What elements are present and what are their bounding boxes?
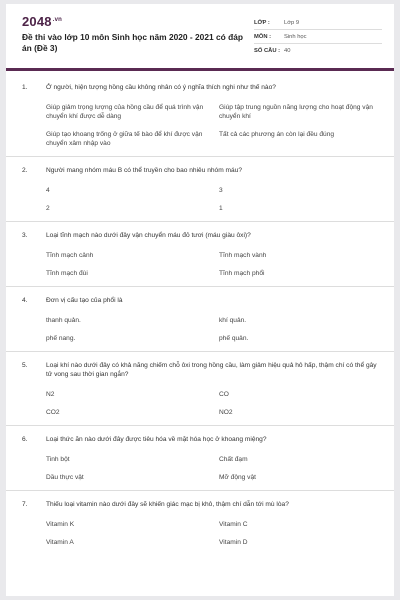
- question-list: [6, 74, 394, 555]
- answer-options: [22, 455, 380, 482]
- question: [6, 287, 394, 352]
- meta-value: Sinh học: [284, 33, 307, 40]
- answer-option[interactable]: Dầu thực vật: [46, 474, 84, 481]
- meta-key: MÔN :: [254, 33, 272, 40]
- answer-option[interactable]: 3: [219, 187, 223, 194]
- answer-options: [22, 103, 380, 148]
- answer-option[interactable]: CO: [219, 391, 229, 398]
- question: [6, 491, 394, 555]
- meta-row-count: [254, 44, 382, 58]
- answer-options: [22, 251, 380, 278]
- question-number: 6.: [22, 436, 28, 443]
- question: [6, 222, 394, 287]
- meta-row-grade: [254, 16, 382, 30]
- meta-key: SỐ CÂU :: [254, 48, 281, 54]
- answer-option[interactable]: N2: [46, 391, 55, 398]
- answer-option[interactable]: phế quản.: [219, 335, 249, 342]
- answer-option[interactable]: khí quản.: [219, 317, 247, 324]
- question-number: 5.: [22, 362, 28, 369]
- logo-text: 2048: [22, 14, 52, 29]
- question-text: Đơn vị cấu tạo của phổi là: [46, 297, 123, 304]
- answer-option[interactable]: NO2: [219, 409, 233, 416]
- answer-option[interactable]: Giúp giảm trọng lượng của hồng cầu để quá trình vận chuyển khí được dễ dàng: [46, 104, 204, 120]
- answer-option[interactable]: Tĩnh mạch vành: [219, 252, 267, 259]
- answer-option[interactable]: Vitamin C: [219, 521, 248, 528]
- answer-option[interactable]: CO2: [46, 409, 60, 416]
- meta-value: Lớp 9: [284, 19, 300, 26]
- answer-option[interactable]: Tĩnh mạch đùi: [46, 270, 88, 277]
- exam-sheet: [6, 4, 394, 596]
- question-number: 7.: [22, 501, 28, 508]
- meta-value: 40: [284, 48, 291, 54]
- question: [6, 352, 394, 426]
- answer-option[interactable]: Chất đạm: [219, 456, 248, 463]
- answer-option[interactable]: Tinh bột: [46, 456, 70, 463]
- answer-option[interactable]: Tĩnh mạch cảnh: [46, 252, 94, 259]
- answer-option[interactable]: Giúp tập trung nguồn năng lượng cho hoạt động vận chuyển khí: [219, 104, 373, 120]
- answer-options: [22, 186, 380, 213]
- question: [6, 426, 394, 491]
- answer-option[interactable]: phế nang.: [46, 335, 76, 342]
- answer-option[interactable]: Mỡ động vật: [219, 474, 256, 481]
- question-text: Người mang nhóm máu B có thể truyền cho bao nhiêu nhóm máu?: [46, 167, 243, 174]
- header: [6, 4, 394, 66]
- answer-option[interactable]: thanh quản.: [46, 317, 81, 324]
- question: [6, 157, 394, 222]
- question: [6, 74, 394, 157]
- answer-options: [22, 520, 380, 547]
- meta-row-subject: [254, 30, 382, 44]
- header-divider: [6, 68, 394, 71]
- question-text: Loại thức ăn nào dưới đây được tiêu hóa về mặt hóa học ở khoang miệng?: [46, 436, 267, 443]
- answer-options: [22, 390, 380, 417]
- answer-option[interactable]: 4: [46, 187, 50, 194]
- answer-option[interactable]: Tất cả các phương án còn lại đều đúng: [219, 131, 335, 138]
- answer-option[interactable]: Vitamin K: [46, 521, 75, 528]
- question-number: 3.: [22, 232, 28, 239]
- exam-meta: [254, 16, 382, 58]
- answer-option[interactable]: Tĩnh mạch phổi: [219, 270, 265, 277]
- answer-option[interactable]: Giúp tạo khoang trống ở giữa tế bào để khí được vận chuyển xâm nhập vào: [46, 131, 203, 147]
- question-text: Loại khí nào dưới đây có khả năng chiếm chỗ ôxi trong hồng cầu, làm giảm hiệu quả hô hấp, thậm chí có thể gây tử vong sau thời gian ngắn?: [46, 362, 377, 378]
- question-number: 1.: [22, 84, 28, 91]
- page-title: Đề thi vào lớp 10 môn Sinh học năm 2020 - 2021 có đáp án (Đề 3): [22, 32, 243, 53]
- question-text: Loại tĩnh mạch nào dưới đây vận chuyển máu đỏ tươi (máu giàu ôxi)?: [46, 232, 251, 239]
- answer-option[interactable]: 1: [219, 205, 223, 212]
- question-number: 4.: [22, 297, 28, 304]
- question-number: 2.: [22, 167, 28, 174]
- answer-option[interactable]: 2: [46, 205, 50, 212]
- question-text: Ở người, hiện tượng hồng cầu không nhân có ý nghĩa thích nghi như thế nào?: [46, 84, 276, 91]
- meta-key: LỚP :: [254, 19, 270, 26]
- logo-suffix: .vn: [52, 16, 63, 23]
- answer-option[interactable]: Vitamin D: [219, 539, 248, 546]
- answer-option[interactable]: Vitamin A: [46, 539, 74, 546]
- question-text: Thiếu loại vitamin nào dưới đây sẽ khiến giác mạc bị khô, thậm chí dẫn tới mù lòa?: [46, 501, 289, 508]
- answer-options: [22, 316, 380, 343]
